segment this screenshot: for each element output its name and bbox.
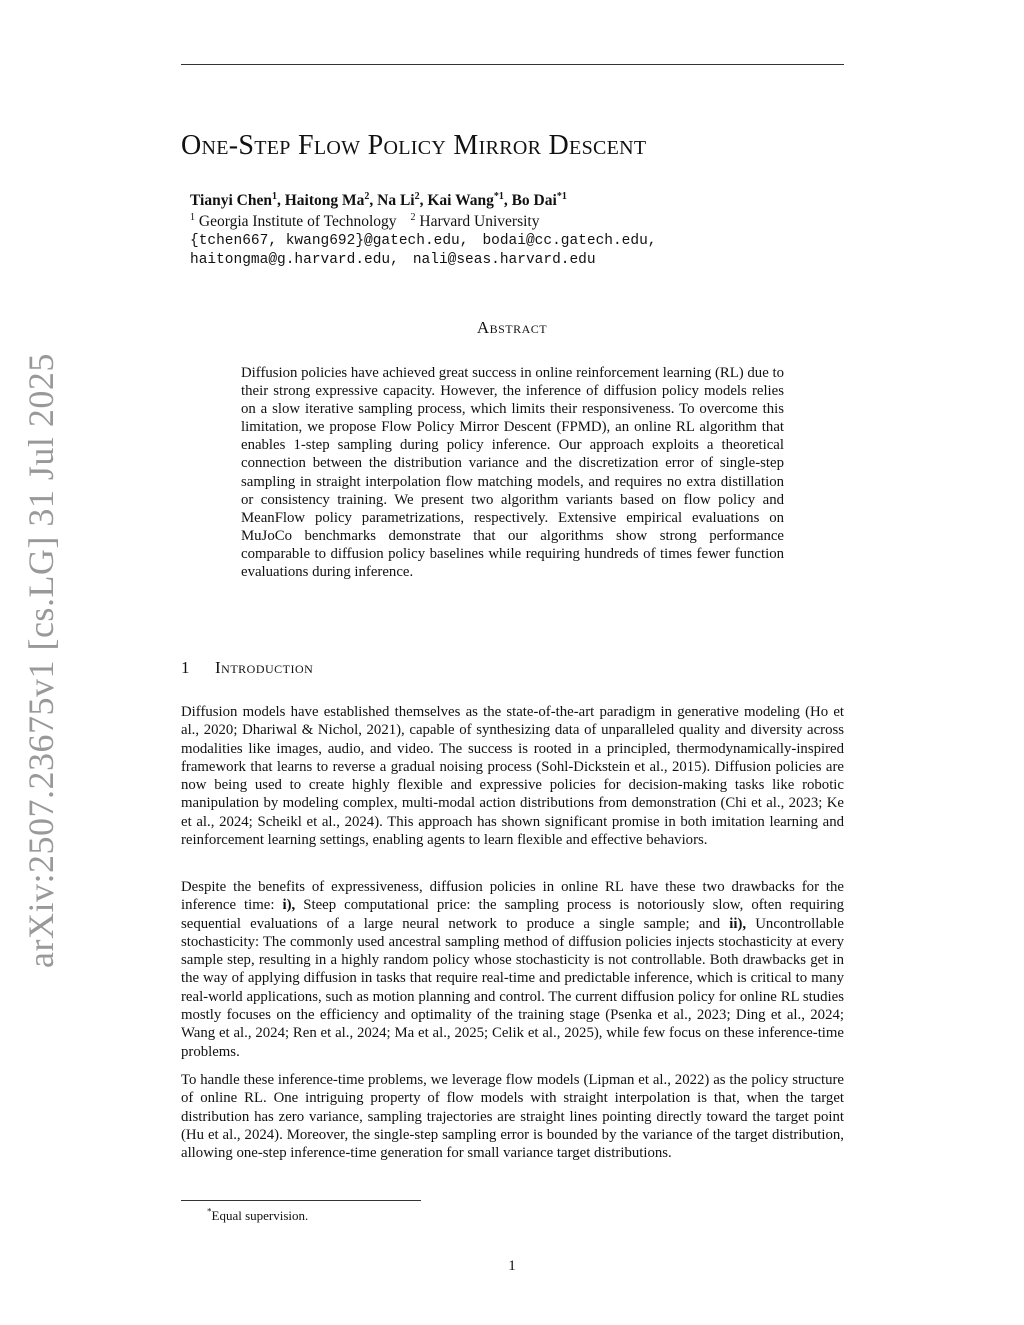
section-title: Introduction xyxy=(215,658,314,677)
author-name: Bo Dai xyxy=(511,192,557,209)
affiliation-name: Georgia Institute of Technology xyxy=(198,213,397,230)
email-line xyxy=(190,233,656,249)
author-name: Haitong Ma xyxy=(284,192,365,209)
paragraph xyxy=(181,878,844,1061)
author-affiliation-mark: 2 xyxy=(364,190,370,202)
paper-title: One-Step Flow Policy Mirror Descent xyxy=(181,130,647,161)
section-heading xyxy=(181,658,313,678)
paragraph-text: To handle these inference-time problems, we leverage flow models (Lipman et al., 2022) as the policy structure of online RL. One intriguing property of flow models with straight interpolation is that, when the target distribution has zero variance, sampling trajectories are straight lines pointing directly toward the target point (Hu et al., 2024). Moreover, the single-step sampling error is bounded by the variance of the target distribution, allowing one-step inference-time generation for small variance target distributions. xyxy=(181,1072,844,1162)
paragraph-text: Despite the benefits of expressiveness, diffusion policies in online RL have these two drawbacks for the inference time: i), Steep computational price: the sampling process is notoriously slow, often requiring sequential evaluations of a large neural network to produce a single sample; and ii), Uncontrollable stochasticity: The commonly used ancestral sampling method of diffusion policies injects stochasticity at every sample step, resulting in a highly random policy whose stochasticity is not controllable. Both drawbacks get in the way of applying diffusion in tasks that require real-time and predictable inference, which is critical to many real-world applications, such as motion planning and control. The current diffusion policy for online RL studies mostly focuses on the efficiency and optimality of the training stage (Psenka et al., 2023; Ding et al., 2024; Wang et al., 2024; Ren et al., 2024; Ma et al., 2025; Celik et al., 2025), while few focus on these inference-time problems. xyxy=(181,879,845,1060)
affiliation-mark: 2 xyxy=(410,211,416,223)
email-line xyxy=(190,252,596,268)
page-number: 1 xyxy=(508,1258,516,1274)
author-affiliation-mark: 2 xyxy=(414,190,420,202)
email-address[interactable]: nali@seas.harvard.edu xyxy=(412,252,596,268)
abstract-text: Diffusion policies have achieved great success in online reinforcement learning (RL) due to their strong expressive capacity. However, the inference of diffusion policy models relies on a slow iterative sampling process, which limits their responsiveness. To overcome this limitation, we propose Flow Policy Mirror Descent (FPMD), an online RL algorithm that enables 1-step sampling during policy inference. Our approach exploits a theoretical connection between the distribution variance and the discretization error of single-step sampling in straight interpolation flow matching models, and requires no extra distillation or consistency training. We present two algorithm variants based on flow policy and MeanFlow policy parametrizations, respectively. Extensive empirical evaluations on MuJoCo benchmarks demonstrate that our algorithms show strong performance comparable to diffusion policy baselines while requiring hundreds of times fewer function evaluations during inference. xyxy=(241,365,784,581)
footnote-text: Equal supervision. xyxy=(211,1208,309,1223)
affiliations xyxy=(190,213,540,231)
paragraph xyxy=(181,703,844,849)
author-name: Na Li xyxy=(377,192,415,209)
enumeration-marker: i), xyxy=(282,897,296,914)
author-affiliation-mark: *1 xyxy=(493,190,504,202)
affiliation-mark: 1 xyxy=(190,211,195,223)
abstract-heading: Abstract xyxy=(476,318,548,337)
author-affiliation-mark: *1 xyxy=(556,190,567,202)
footnote-mark: * xyxy=(207,1206,212,1217)
section-number: 1 xyxy=(181,658,190,677)
author-list: Tianyi Chen$^1$, Haitong Ma$^2$, Na Li$^2$, Kai Wang$^{*1}$, Bo Dai$^{*1}$ xyxy=(190,190,567,209)
arxiv-identifier[interactable]: arXiv:2507.23675v1 [cs.LG] 31 Jul 2025 xyxy=(21,353,61,968)
paragraph xyxy=(181,1071,844,1162)
author-name: Kai Wang xyxy=(427,192,494,209)
paragraph-text: Diffusion models have established themselves as the state-of-the-art paradigm in generative modeling (Ho et al., 2020; Dhariwal & Nichol, 2021), capable of synthesizing data of unparalleled quality and diversity across modalities like images, audio, and video. The success is rooted in a principled, thermodynamically-inspired framework that learns to reverse a gradual noising process (Sohl-Dickstein et al., 2015). Diffusion policies are now being used to create highly flexible and expressive policies for decision-making tasks like robotic manipulation by modeling complex, multi-modal action distributions from demonstration (Chi et al., 2023; Ke et al., 2024; Scheikl et al., 2024). This approach has shown significant promise in both imitation learning and reinforcement learning settings, enabling agents to learn flexible and effective behaviors. xyxy=(181,704,844,849)
email-address[interactable]: {tchen667, kwang692}@gatech.edu, xyxy=(190,233,469,249)
author-name: Tianyi Chen xyxy=(190,192,272,209)
email-address[interactable]: haitongma@g.harvard.edu, xyxy=(190,252,399,268)
footnote xyxy=(207,1208,308,1224)
header-rule xyxy=(181,64,844,65)
author-affiliation-mark: 1 xyxy=(271,190,277,202)
affiliation-name: Harvard University xyxy=(419,213,540,230)
footnote-rule xyxy=(181,1200,421,1201)
enumeration-marker: ii), xyxy=(729,915,747,932)
email-address[interactable]: bodai@cc.gatech.edu, xyxy=(482,233,657,249)
